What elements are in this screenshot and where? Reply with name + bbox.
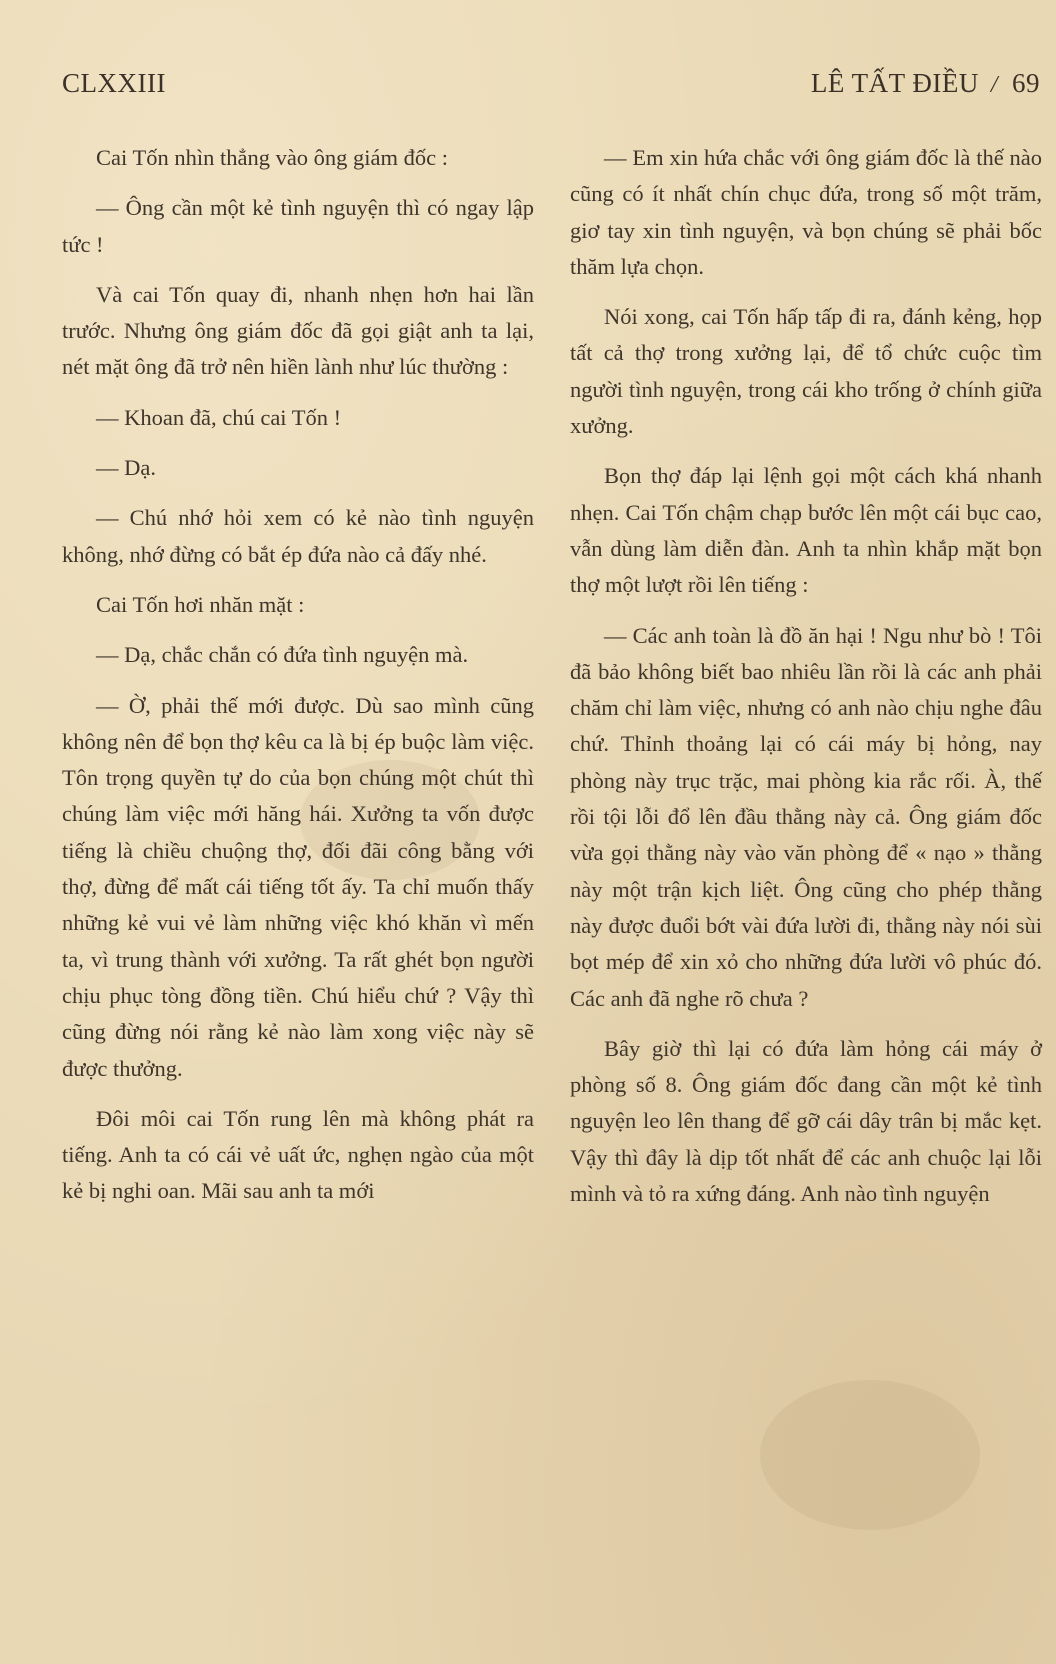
paper-stain xyxy=(760,1380,980,1530)
paragraph: Cai Tốn nhìn thẳng vào ông giám đốc : xyxy=(96,145,449,170)
paragraph: Nói xong, cai Tốn hấp tấp đi ra, đánh kẻng, họp tất cả thợ trong xưởng lại, để tổ chức cuộc tìm người tình nguyện, trong cái kho trống ở chính giữa xưởng. xyxy=(570,304,1042,439)
paragraph: — Dạ. xyxy=(96,455,156,481)
paragraph: Bọn thợ đáp lại lệnh gọi một cách khá nhanh nhẹn. Cai Tốn chậm chạp bước lên một cái bục cao, vẫn dùng làm diễn đàn. Anh ta nhìn khắp mặt bọn thợ một lượt rồi lên tiếng : xyxy=(570,463,1042,598)
page-number: 69 xyxy=(1012,68,1040,98)
running-head xyxy=(62,68,1040,108)
paragraph: — Các anh toàn là đồ ăn hại ! Ngu như bò ! Tôi đã bảo không biết bao nhiêu lần rồi là các anh phải chăm chỉ làm việc, nhưng có anh nào chịu nghe đâu chứ. Thỉnh thoảng lại có cái máy bị hỏng, nay phòng này trục trặc, mai phòng kia rắc rối. À, thế rồi tội lỗi đổ lên đầu thằng này cả. Ông giám đốc vừa gọi thằng này vào văn phòng để « nạo » thằng này một trận kịch liệt. Ông cũng cho phép thằng này được đuổi bớt vài đứa lười đi, thằng này nói sùi bọt mép để xin xỏ cho những đứa lười vô phúc đó. Các anh đã nghe rõ chưa ? xyxy=(570,622,1042,1011)
paragraph: — Em xin hứa chắc với ông giám đốc là thế nào cũng có ít nhất chín chục đứa, trong số một trăm, giơ tay xin tình nguyện, và bọn chúng sẽ phải bốc thăm lựa chọn. xyxy=(570,145,1042,279)
paragraph: Và cai Tốn quay đi, nhanh nhẹn hơn hai lần trước. Nhưng ông giám đốc đã gọi giật anh ta lại, nét mặt ông đã trở nên hiền lành như lúc thường : xyxy=(62,281,534,380)
paragraph: — Khoan đã, chú cai Tốn ! xyxy=(96,404,342,430)
paragraph: — Dạ, chắc chắn có đứa tình nguyện mà. xyxy=(96,642,469,668)
left-column xyxy=(62,140,534,1224)
right-column xyxy=(570,140,1042,1226)
paragraph: Cai Tốn hơi nhăn mặt : xyxy=(96,591,305,617)
paragraph: — Ờ, phải thế mới được. Dù sao mình cũng không nên để bọn thợ kêu ca là bị ép buộc làm việc. Tôn trọng quyền tự do của bọn chúng một chút thì chúng làm việc mới hăng hái. Xưởng ta vốn được tiếng là chiều chuộng thợ, đối đãi công bằng với thợ, đừng để mất cái tiếng tốt ấy. Ta chỉ muốn thấy những kẻ vui vẻ làm những việc khó khăn vì mến ta, vì trung thành với xưởng. Ta rất ghét bọn người chịu phục tòng đồng tiền. Chú hiểu chứ ? Vậy thì cũng đừng nói rằng kẻ nào làm xong việc này sẽ được thưởng. xyxy=(62,692,534,1081)
author-name: LÊ TẤT ĐIỀU xyxy=(810,68,979,98)
paragraph: Bây giờ thì lại có đứa làm hỏng cái máy ở phòng số 8. Ông giám đốc đang cần một kẻ tình nguyện leo lên thang để gỡ cái dây trân bị mắc kẹt. Vậy thì đây là dịp tốt nhất để các anh chuộc lại lỗi mình và tỏ ra xứng đáng. Anh nào tình nguyện xyxy=(570,1035,1042,1207)
running-head-right xyxy=(811,68,1040,99)
paragraph: — Chú nhớ hỏi xem có kẻ nào tình nguyện không, nhớ đừng có bắt ép đứa nào cả đấy nhé. xyxy=(62,505,534,567)
header-separator: / xyxy=(990,72,998,98)
paragraph: — Ông cần một kẻ tình nguyện thì có ngay lập tức ! xyxy=(62,195,534,257)
paragraph: Đôi môi cai Tốn rung lên mà không phát ra tiếng. Anh ta có cái vẻ uất ức, nghẹn ngào của một kẻ bị nghi oan. Mãi sau anh ta mới xyxy=(62,1105,534,1204)
chapter-number: CLXXIII xyxy=(62,68,166,98)
